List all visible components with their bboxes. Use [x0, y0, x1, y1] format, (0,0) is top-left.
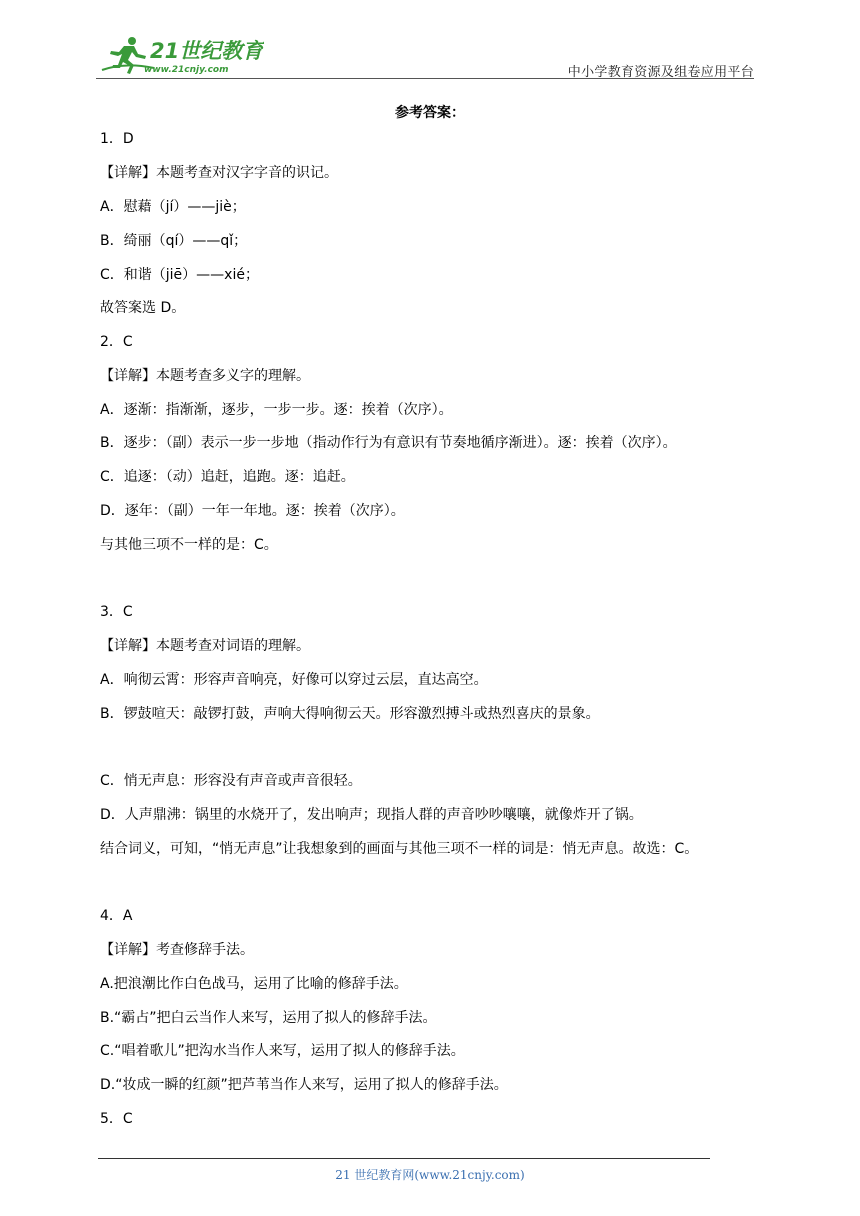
- answer-line: 与其他三项不一样的是：C。: [100, 537, 278, 553]
- logo-graphic: [94, 32, 264, 78]
- logo-url: www.21cnjy.com: [144, 65, 229, 75]
- answer-line: 3．C: [100, 604, 133, 620]
- answer-line: C.“唱着歌儿”把沟水当作人来写，运用了拟人的修辞手法。: [100, 1043, 465, 1059]
- answer-line: D.“妆成一瞬的红颜”把芦苇当作人来写，运用了拟人的修辞手法。: [100, 1077, 508, 1093]
- footer-divider: [98, 1158, 710, 1159]
- page-footer: 21 世纪教育网(www.21cnjy.com): [335, 1168, 525, 1182]
- answer-line: C．悄无声息：形容没有声音或声音很轻。: [100, 773, 362, 789]
- header-divider: [96, 78, 754, 79]
- site-logo: [94, 32, 264, 78]
- answer-line: 故答案选 D。: [100, 300, 186, 316]
- answer-line: C．追逐：（动）追赶，追跑。逐：追赶。: [100, 469, 355, 485]
- answer-line: 结合词义，可知，“悄无声息”让我想象到的画面与其他三项不一样的词是：悄无声息。故选：C。: [100, 841, 699, 857]
- answer-line: A.把浪潮比作白色战马，运用了比喻的修辞手法。: [100, 976, 408, 992]
- answer-line: C．和谐（jiē）——xié；: [100, 267, 259, 283]
- answer-line: 5．C: [100, 1111, 133, 1127]
- logo-text: 21世纪教育: [150, 39, 264, 63]
- answer-line: 【详解】本题考查对汉字字音的识记。: [100, 165, 338, 181]
- answer-line: A．响彻云霄：形容声音响亮，好像可以穿过云层，直达高空。: [100, 672, 488, 688]
- answer-line: B．逐步：（副）表示一步一步地（指动作行为有意识有节奏地循序渐进）。逐：挨着（次序）。: [100, 435, 677, 451]
- page-header: [0, 0, 860, 80]
- header-platform-name: 中小学教育资源及组卷应用平台: [567, 65, 754, 80]
- answer-line: 2．C: [100, 334, 133, 350]
- answer-line: D．逐年：（副）一年一年地。逐：挨着（次序）。: [100, 503, 405, 519]
- answer-line: A．逐渐：指渐渐，逐步，一步一步。逐：挨着（次序）。: [100, 402, 453, 418]
- answer-line: 【详解】考查修辞手法。: [100, 942, 254, 958]
- answer-line: A．慰藉（jí）——jiè；: [100, 199, 246, 215]
- page-title: 参考答案：: [395, 105, 465, 121]
- answer-line: 【详解】本题考查对词语的理解。: [100, 638, 310, 654]
- answer-line: D．人声鼎沸：锅里的水烧开了，发出响声；现指人群的声音吵吵嚷嚷，就像炸开了锅。: [100, 807, 643, 823]
- answer-line: 1．D: [100, 131, 134, 147]
- answer-line: 4．A: [100, 908, 133, 924]
- answer-line: B．锣鼓喧天：敲锣打鼓，声响大得响彻云天。形容激烈搏斗或热烈喜庆的景象。: [100, 706, 600, 722]
- answer-line: B．绮丽（qí）——qǐ；: [100, 233, 248, 249]
- answer-line: 【详解】本题考查多义字的理解。: [100, 368, 310, 384]
- answer-line: B.“霸占”把白云当作人来写，运用了拟人的修辞手法。: [100, 1010, 437, 1026]
